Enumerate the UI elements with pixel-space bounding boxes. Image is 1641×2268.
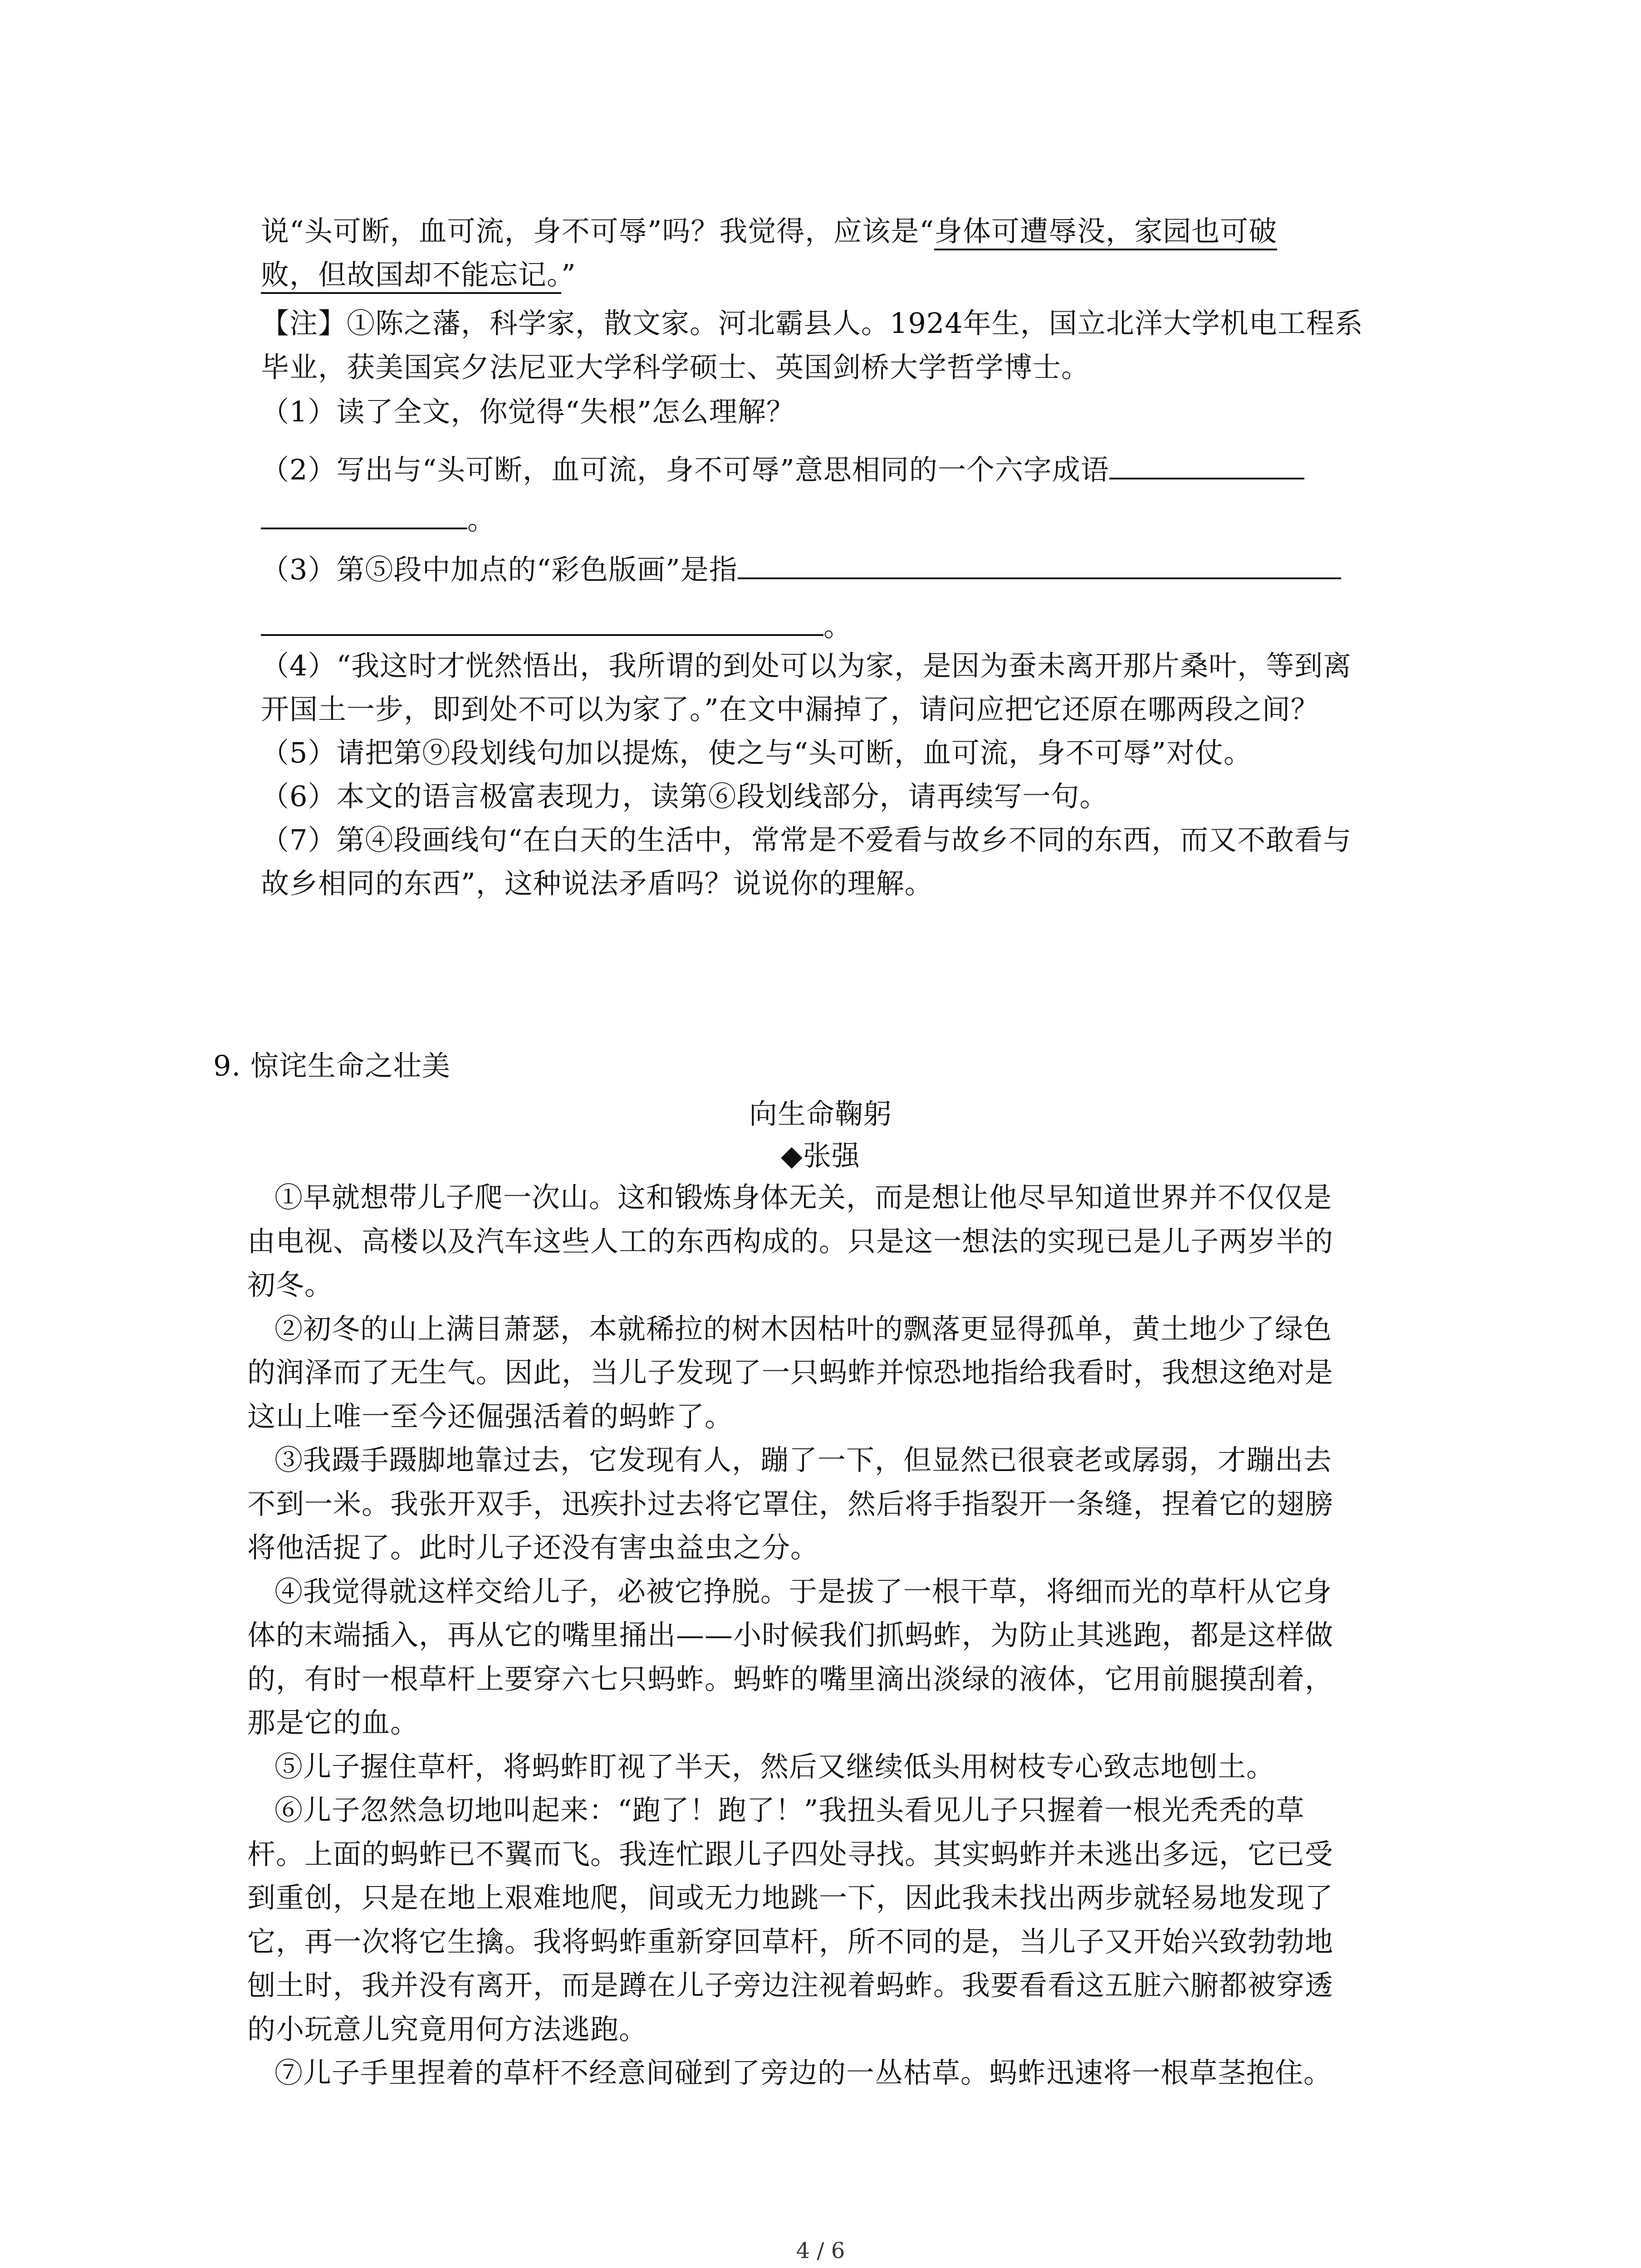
question-text: （2）写出与“头可断，血可流，身不可辱”意思相同的一个六字成语 bbox=[261, 453, 1109, 486]
question-5: （5）请把第⑨段划线句加以提炼，使之与“头可断，血可流，身不可辱”对仗。 bbox=[261, 736, 1252, 769]
answer-blank bbox=[1109, 447, 1304, 479]
text-segment: 说“头可断，血可流，身不可辱”吗？我觉得，应该是“ bbox=[261, 215, 935, 248]
article-line: 它，再一次将它生擒。我将蚂蚱重新穿回草杆，所不同的是，当儿子又开始兴致勃勃地 bbox=[247, 1925, 1334, 1958]
article-line: 的小玩意儿究竟用何方法逃跑。 bbox=[247, 2013, 648, 2046]
article-line: 的，有时一根草杆上要穿六七只蚂蚱。蚂蚱的嘴里滴出淡绿的液体，它用前腿摸刮着， bbox=[247, 1662, 1334, 1696]
article-author: ◆张强 bbox=[781, 1139, 860, 1172]
article-line: 那是它的血。 bbox=[247, 1706, 419, 1739]
article-line: ④我觉得就这样交给儿子，必被它挣脱。于是拔了一根干草，将细而光的草杆从它身 bbox=[274, 1575, 1332, 1608]
article-line: 刨土时，我并没有离开，而是蹲在儿子旁边注视着蚂蚱。我要看看这五脏六腑都被穿透 bbox=[247, 1969, 1334, 2002]
article-line: 到重创，只是在地上艰难地爬，间或无力地跳一下，因此我未找出两步就轻易地发现了 bbox=[247, 1881, 1334, 1914]
article-line: ⑥儿子忽然急切地叫起来：“跑了！跑了！”我扭头看见儿子只握着一根光秃秃的草 bbox=[274, 1794, 1305, 1827]
article-line: ⑤儿子握住草杆，将蚂蚱盯视了半天，然后又继续低头用树枝专心致志地刨土。 bbox=[274, 1750, 1275, 1783]
text-segment: 。 bbox=[467, 503, 496, 536]
article-line: 体的末端插入，再从它的嘴里捅出——小时候我们抓蚂蚱，为防止其逃跑，都是这样做 bbox=[247, 1618, 1334, 1652]
text-segment: ” bbox=[561, 258, 576, 291]
question-1: （1）读了全文，你觉得“失根”怎么理解？ bbox=[261, 395, 795, 428]
question-6: （6）本文的语言极富表现力，读第⑥段划线部分，请再续写一句。 bbox=[261, 780, 1108, 813]
article-line: 这山上唯一至今还倔强活着的蚂蚱了。 bbox=[247, 1400, 734, 1433]
page-number: 4 / 6 bbox=[796, 2238, 845, 2263]
article-line: ⑦儿子手里捏着的草杆不经意间碰到了旁边的一丛枯草。蚂蚱迅速将一根草茎抱住。 bbox=[274, 2056, 1332, 2089]
article-line: ①早就想带儿子爬一次山。这和锻炼身体无关，而是想让他尽早知道世界并不仅仅是 bbox=[274, 1181, 1332, 1214]
underlined-text: 败，但故国却不能忘记。 bbox=[261, 258, 561, 294]
article-line: 由电视、高楼以及汽车这些人工的东西构成的。只是这一想法的实现已是儿子两岁半的 bbox=[247, 1225, 1334, 1258]
question-7-line: 故乡相同的东西”，这种说法矛盾吗？说说你的理解。 bbox=[261, 867, 933, 900]
answer-blank bbox=[261, 603, 823, 636]
article-line: 杆。上面的蚂蚱已不翼而飞。我连忙跟儿子四处寻找。其实蚂蚱并未逃出多远，它已受 bbox=[247, 1838, 1334, 1871]
underlined-text: 身体可遭辱没，家园也可破 bbox=[934, 215, 1277, 250]
article-title: 向生命鞠躬 bbox=[749, 1097, 892, 1130]
article-line: 不到一米。我张开双手，迅疾扑过去将它罩住，然后将手指裂开一条缝，捏着它的翅膀 bbox=[247, 1487, 1334, 1520]
note-line: 【注】①陈之藩，科学家，散文家。河北霸县人。1924年生，国立北洋大学机电工程系 bbox=[261, 307, 1363, 340]
article-line: ③我蹑手蹑脚地靠过去，它发现有人，蹦了一下，但显然已很衰老或孱弱，才蹦出去 bbox=[274, 1443, 1332, 1476]
article-line: 的润泽而了无生气。因此，当儿子发现了一只蚂蚱并惊恐地指给我看时，我想这绝对是 bbox=[247, 1356, 1334, 1389]
answer-blank bbox=[261, 497, 467, 529]
article-line: ②初冬的山上满目萧瑟，本就稀拉的树木因枯叶的飘落更显得孤单，黄土地少了绿色 bbox=[274, 1312, 1332, 1345]
question-2 bbox=[261, 447, 1304, 492]
answer-blank bbox=[738, 547, 1341, 579]
section-heading: 9. 惊诧生命之壮美 bbox=[213, 1049, 451, 1082]
paragraph-line bbox=[261, 253, 576, 297]
question-7-line: （7）第④段画线句“在白天的生活中，常常是不爱看与故乡不同的东西，而又不敢看与 bbox=[261, 823, 1352, 856]
question-3-continuation bbox=[261, 603, 852, 648]
article-line: 初冬。 bbox=[247, 1268, 333, 1301]
note-line: 毕业，获美国宾夕法尼亚大学科学硕士、英国剑桥大学哲学博士。 bbox=[261, 351, 1090, 384]
question-4-line: （4）“我这时才恍然悟出，我所谓的到处可以为家，是因为蚕未离开那片桑叶，等到离 bbox=[261, 649, 1352, 682]
paragraph-line bbox=[261, 210, 1277, 253]
question-text: （3）第⑤段中加点的“彩色版画”是指 bbox=[261, 553, 738, 586]
question-4-line: 开国土一步，即到处不可以为家了。”在文中漏掉了，请问应把它还原在哪两段之间？ bbox=[261, 693, 1319, 726]
question-2-continuation bbox=[261, 497, 496, 542]
text-segment: 。 bbox=[823, 610, 852, 643]
article-line: 将他活捉了。此时儿子还没有害虫益虫之分。 bbox=[247, 1531, 819, 1564]
question-3 bbox=[261, 547, 1341, 591]
